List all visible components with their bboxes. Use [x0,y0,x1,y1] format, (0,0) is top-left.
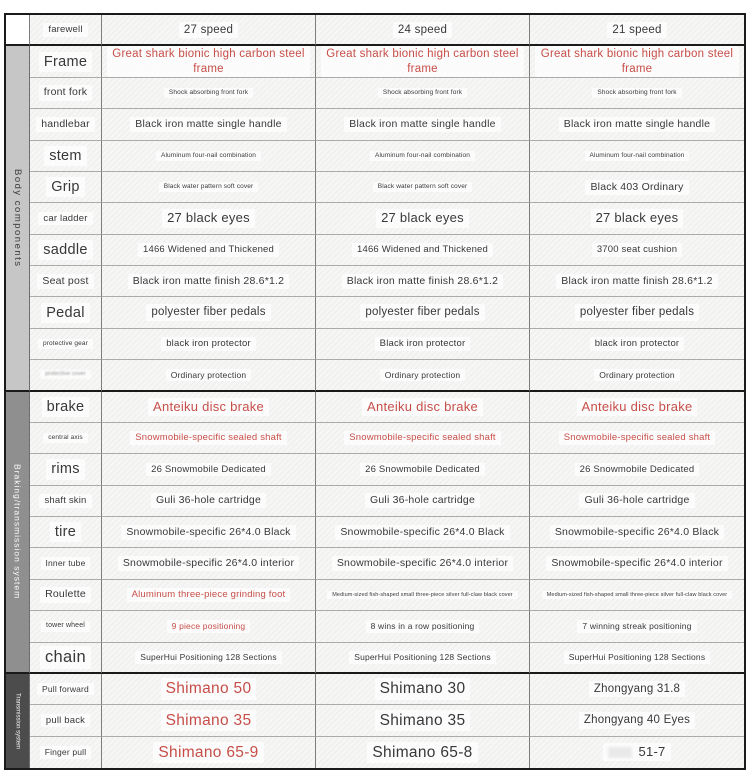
row-label-saddle-text: saddle [38,240,92,260]
cell-inner-tube-c3 [530,548,744,579]
cell-pull-back-c1 [102,705,316,736]
cell-front-fork-c2-text: Shock absorbing front fork [378,88,467,98]
cell-pull-forward-c2 [316,674,530,705]
cell-central-axis-c2 [316,423,530,454]
cell-pull-back-c2-text: Shimano 35 [375,710,471,731]
cell-chain-c2-text: SuperHui Positioning 128 Sections [349,651,496,664]
cell-frame-c1 [102,46,316,77]
cell-stem-c2 [316,141,530,172]
cell-roulette-c2 [316,580,530,611]
row-label-front-fork-text: front fork [39,85,93,100]
row-label-chain [30,643,102,674]
cell-seat-post-c1 [102,266,316,297]
cell-car-ladder-c3-text: 27 black eyes [591,209,684,227]
cell-saddle-c2-text: 1466 Widened and Thickened [352,243,493,257]
cell-inner-tube-c2-text: Snowmobile-specific 26*4.0 interior [332,556,513,571]
cell-rims-c2 [316,454,530,485]
cell-pull-back-c1-text: Shimano 35 [161,710,257,731]
cell-roulette-c1 [102,580,316,611]
cell-stem-c1-text: Aluminum four-nail combination [156,151,261,161]
cell-car-ladder-c1 [102,203,316,234]
row-label-frame [30,46,102,77]
cell-pull-forward-c2-text: Shimano 30 [375,678,471,699]
row-label-stem [30,141,102,172]
cell-protective-gear-c3-text: black iron protector [590,337,685,351]
cell-inner-tube-c2 [316,548,530,579]
row-label-protective-gear-text: protective gear [38,339,93,349]
cell-stem-c3-text: Aluminum four-nail combination [585,151,690,161]
cell-pull-forward-c1 [102,674,316,705]
cell-tire-c1 [102,517,316,548]
cell-pedal-c3-text: polyester fiber pedals [575,304,699,320]
cell-saddle-c2 [316,235,530,266]
cell-protective-cover-c2-text: Ordinary protection [380,369,466,382]
cell-stem-c3 [530,141,744,172]
group-sidebar-braking-transmission-system [6,392,30,674]
cell-tire-c2 [316,517,530,548]
row-label-handlebar [30,109,102,140]
cell-central-axis-c1-text: Snowmobile-specific sealed shaft [130,431,287,445]
cell-pull-back-c3-text: Zhongyang 40 Eyes [579,712,695,728]
cell-handlebar-c1-text: Black iron matte single handle [130,117,286,132]
row-label-central-axis-text: central axis [43,433,87,443]
column-header-27-speed [102,15,316,46]
row-label-seat-post-text: Seat post [37,274,93,289]
row-label-finger-pull-text: Finger pull [40,746,92,759]
column-header-24-speed [316,15,530,46]
cell-frame-c1-text: Great shark bionic high carbon steel frame [107,46,310,77]
cell-chain-c2 [316,643,530,674]
cell-protective-cover-c3-text: Ordinary protection [594,369,680,382]
cell-tire-c1-text: Snowmobile-specific 26*4.0 Black [121,525,295,540]
row-label-tire [30,517,102,548]
cell-protective-gear-c2 [316,329,530,360]
cell-car-ladder-c2 [316,203,530,234]
cell-protective-gear-c1-text: black iron protector [161,337,256,351]
cell-shaft-skin-c3 [530,486,744,517]
row-label-finger-pull [30,737,102,768]
row-label-shaft-skin [30,486,102,517]
row-label-chain-text: chain [40,646,91,669]
cell-chain-c1 [102,643,316,674]
cell-tower-wheel-c2-text: 8 wins in a row positioning [366,620,480,633]
group-sidebar-label: Braking/transmission system [12,464,23,600]
column-header-21-speed [530,15,744,46]
cell-pedal-c1-text: polyester fiber pedals [146,304,270,320]
row-label-seat-post [30,266,102,297]
column-header-21-speed-text: 21 speed [607,22,666,38]
cell-front-fork-c1 [102,78,316,109]
cell-frame-c2 [316,46,530,77]
group-sidebar-transmission-system [6,674,30,768]
row-label-tower-wheel-text: tower wheel [41,621,90,632]
cell-pedal-c1 [102,297,316,328]
cell-tower-wheel-c1 [102,611,316,642]
cell-grip-c2-text: Black water pattern soft cover [373,182,473,192]
row-label-tire-text: tire [50,522,81,542]
blurred-smudge [608,747,632,758]
cell-seat-post-c2-text: Black iron matte finish 28.6*1.2 [342,274,503,289]
cell-grip-c1-text: Black water pattern soft cover [159,182,259,192]
cell-rims-c1 [102,454,316,485]
row-label-protective-cover-text: protective cover [40,370,91,379]
cell-brake-c2-text: Anteiku disc brake [362,398,483,416]
cell-inner-tube-c1-text: Snowmobile-specific 26*4.0 interior [118,556,299,571]
cell-rims-c1-text: 26 Snowmobile Dedicated [146,463,271,477]
cell-central-axis-c3-text: Snowmobile-specific sealed shaft [559,431,716,445]
cell-pedal-c2-text: polyester fiber pedals [360,304,484,320]
cell-pull-forward-c1-text: Shimano 50 [161,678,257,699]
cell-handlebar-c3 [530,109,744,140]
cell-tire-c3-text: Snowmobile-specific 26*4.0 Black [550,525,724,540]
cell-brake-c1-text: Anteiku disc brake [148,398,269,416]
row-label-pedal-text: Pedal [41,303,90,323]
row-label-rims-text: rims [46,459,85,479]
row-label-roulette-text: Roulette [40,587,91,602]
cell-central-axis-c3 [530,423,744,454]
cell-shaft-skin-c1 [102,486,316,517]
cell-chain-c3-text: SuperHui Positioning 128 Sections [564,651,711,664]
header-label [30,15,102,46]
row-label-rims [30,454,102,485]
cell-grip-c3-text: Black 403 Ordinary [585,180,688,195]
row-label-front-fork [30,78,102,109]
cell-protective-gear-c2-text: Black iron protector [375,337,471,351]
cell-saddle-c1-text: 1466 Widened and Thickened [138,243,279,257]
cell-seat-post-c1-text: Black iron matte finish 28.6*1.2 [128,274,289,289]
cell-protective-gear-c1 [102,329,316,360]
cell-car-ladder-c1-text: 27 black eyes [162,209,255,227]
cell-car-ladder-c2-text: 27 black eyes [376,209,469,227]
row-label-tower-wheel [30,611,102,642]
cell-roulette-c1-text: Aluminum three-piece grinding foot [127,588,291,602]
cell-car-ladder-c3 [530,203,744,234]
cell-central-axis-c2-text: Snowmobile-specific sealed shaft [344,431,501,445]
cell-rims-c2-text: 26 Snowmobile Dedicated [360,463,485,477]
cell-tower-wheel-c1-text: 9 piece positioning [167,620,251,633]
cell-finger-pull-c1 [102,737,316,768]
cell-shaft-skin-c1-text: Guli 36-hole cartridge [151,493,266,508]
row-label-car-ladder-text: car ladder [38,212,92,226]
cell-tower-wheel-c3 [530,611,744,642]
cell-grip-c1 [102,172,316,203]
cell-saddle-c1 [102,235,316,266]
column-header-27-speed-text: 27 speed [179,22,238,38]
row-label-pull-back-text: pull back [41,714,90,728]
cell-front-fork-c1-text: Shock absorbing front fork [164,88,253,98]
row-label-central-axis [30,423,102,454]
cell-grip-c2 [316,172,530,203]
row-label-protective-gear [30,329,102,360]
cell-pedal-c3 [530,297,744,328]
cell-inner-tube-c3-text: Snowmobile-specific 26*4.0 interior [546,556,727,571]
cell-handlebar-c2 [316,109,530,140]
row-label-pedal [30,297,102,328]
cell-protective-cover-c1 [102,360,316,391]
spec-table [4,13,746,770]
row-label-shaft-skin-text: shaft skin [39,494,91,508]
cell-protective-cover-c1-text: Ordinary protection [166,369,252,382]
cell-brake-c3-text: Anteiku disc brake [577,398,698,416]
cell-inner-tube-c1 [102,548,316,579]
cell-pedal-c2 [316,297,530,328]
cell-chain-c1-text: SuperHui Positioning 128 Sections [135,651,282,664]
row-label-handlebar-text: handlebar [36,117,95,132]
column-header-24-speed-text: 24 speed [393,22,452,38]
row-label-pull-back [30,705,102,736]
row-label-protective-cover [30,360,102,391]
cell-front-fork-c3-text: Shock absorbing front fork [592,88,681,98]
row-label-pull-forward-text: Pull forward [37,683,94,696]
cell-stem-c2-text: Aluminum four-nail combination [370,151,475,161]
cell-front-fork-c3 [530,78,744,109]
header-label-text: farewell [43,23,87,37]
row-label-grip [30,172,102,203]
cell-tire-c2-text: Snowmobile-specific 26*4.0 Black [335,525,509,540]
cell-seat-post-c3-text: Black iron matte finish 28.6*1.2 [556,274,717,289]
row-label-saddle [30,235,102,266]
cell-roulette-c2-text: Medium-sized fish-shaped small three-piece silver full-claw black cover [327,591,518,600]
row-label-grip-text: Grip [46,177,85,197]
cell-protective-gear-c3 [530,329,744,360]
cell-protective-cover-c2 [316,360,530,391]
cell-handlebar-c2-text: Black iron matte single handle [344,117,500,132]
row-label-inner-tube-text: Inner tube [41,557,91,570]
cell-finger-pull-c1-text: Shimano 65-9 [153,742,263,763]
row-label-roulette [30,580,102,611]
cell-pull-forward-c3-text: Zhongyang 31.8 [589,681,685,697]
cell-finger-pull-c3-text: 51-7 [603,743,670,761]
cell-seat-post-c2 [316,266,530,297]
cell-tower-wheel-c3-text: 7 winning streak positioning [577,620,696,633]
row-label-stem-text: stem [44,146,87,166]
cell-finger-pull-c2-text: Shimano 65-8 [367,742,477,763]
cell-grip-c3 [530,172,744,203]
cell-frame-c2-text: Great shark bionic high carbon steel frame [321,46,524,77]
cell-stem-c1 [102,141,316,172]
corner-cell [6,15,30,46]
cell-pull-forward-c3 [530,674,744,705]
cell-seat-post-c3 [530,266,744,297]
row-label-car-ladder [30,203,102,234]
cell-saddle-c3-text: 3700 seat cushion [592,243,682,257]
cell-pull-back-c3 [530,705,744,736]
cell-saddle-c3 [530,235,744,266]
cell-pull-back-c2 [316,705,530,736]
cell-front-fork-c2 [316,78,530,109]
cell-brake-c2 [316,392,530,423]
row-label-brake [30,392,102,423]
group-sidebar-body-components [6,46,30,391]
cell-brake-c1 [102,392,316,423]
cell-shaft-skin-c2-text: Guli 36-hole cartridge [365,493,480,508]
cell-frame-c3 [530,46,744,77]
cell-handlebar-c1 [102,109,316,140]
cell-handlebar-c3-text: Black iron matte single handle [559,117,715,132]
row-label-pull-forward [30,674,102,705]
row-label-brake-text: brake [42,397,90,417]
cell-brake-c3 [530,392,744,423]
row-label-frame-text: Frame [39,52,92,72]
cell-protective-cover-c3 [530,360,744,391]
cell-roulette-c3-text: Medium-sized fish-shaped small three-piece silver full-claw black cover [542,591,733,600]
row-label-inner-tube [30,548,102,579]
cell-rims-c3 [530,454,744,485]
cell-roulette-c3 [530,580,744,611]
cell-tire-c3 [530,517,744,548]
cell-finger-pull-c3 [530,737,744,768]
cell-chain-c3 [530,643,744,674]
cell-shaft-skin-c2 [316,486,530,517]
cell-rims-c3-text: 26 Snowmobile Dedicated [575,463,700,477]
cell-central-axis-c1 [102,423,316,454]
group-sidebar-label: Transmission system [14,692,21,749]
cell-tower-wheel-c2 [316,611,530,642]
cell-finger-pull-c2 [316,737,530,768]
cell-frame-c3-text: Great shark bionic high carbon steel frame [535,46,739,77]
group-sidebar-label: Body components [12,168,23,268]
cell-shaft-skin-c3-text: Guli 36-hole cartridge [579,493,694,508]
